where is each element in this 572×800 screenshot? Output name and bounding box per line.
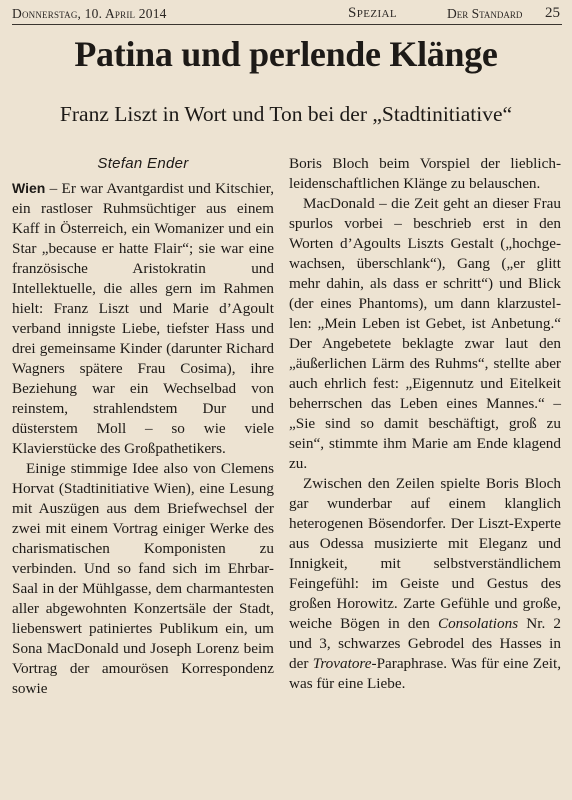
author-byline: Stefan Ender <box>97 155 189 172</box>
headline: Patina und perlende Klänge <box>74 34 498 74</box>
page-header <box>12 4 562 24</box>
title-consolations: Consolations <box>437 615 519 632</box>
article-column-left <box>12 154 274 699</box>
page-number: 25 <box>545 5 560 21</box>
paragraph-3: MacDonald – die Zeit geht an dieser Frau spurlos vorbei – beschrieb erst in den Worten d’Agoults Liszts Gestalt („hochgewachsen, überschlank“), Gang („er glitt mehr dahin, als dass er schritt“) und Blick (der eines Phantoms), um dann klarzustellen: „Mein Leben ist Gebet, ist Anbetung.“ Der Angebetete beklagte zwar laut den „äußerlichen Lärm des Ruhms“, stellte aber auch ehrlich fest: „Eigennutz und Eitelkeit beherrschen das Leben eines Mannes.“ – „Sie sind so damit beschäftigt, groß zu sein“, stimmte ihm Marie am Ende klagend zu. <box>289 195 561 472</box>
paragraph-2: Einige stimmige Idee also von Clemens Horvat (Stadtinitiative Wien), eine Lesung mit Auszügen aus dem Briefwechsel der zwei mit einem Vortrag einiger Werke des charismatischen Komponisten zu verbinden. Und so fand sich im Ehrbar-Saal in der Mühlgasse, dem charmantesten aller abgewohnten Konzertsäle der Stadt, liebenswert patiniertes Publikum ein, um Sona MacDonald und Joseph Lorenz beim Vortrag der amourösen Korrespondenz sowie <box>12 460 274 697</box>
newspaper-name: Der Standard <box>447 6 523 21</box>
dateline-kicker: Wien <box>12 180 46 196</box>
header-rule <box>12 24 562 25</box>
title-trovatore: Trovatore <box>312 655 372 672</box>
paragraph-1 <box>12 178 274 459</box>
paragraph-4-text-b: Nr. 2 und 3, schwarzes Gebrodel des Hasses in der <box>289 615 561 672</box>
section-name: Spezial <box>348 5 398 21</box>
paragraph-4 <box>289 474 561 694</box>
paragraph-4-text-c: -Paraphrase. Was für eine Zeit, was für eine Liebe. <box>289 655 561 692</box>
issue-date: Donnerstag, 10. April 2014 <box>12 6 167 21</box>
paragraph-4-text-a: Zwischen den Zeilen spielte Boris Bloch gar wunderbar auf einem klanglich heterogenen Bösendorfer. Der Liszt-Experte aus Odessa musizierte mit Eleganz und Innigkeit, mit selbstverständlichem Feingefühl: im Geiste und Gestus des großen Horowitz. Zarte Gefühle und große, weiche Bögen in den <box>289 475 561 632</box>
subheadline: Franz Liszt in Wort und Ton bei der „Stadtinitiative“ <box>59 102 513 126</box>
article-column-right <box>289 154 561 694</box>
paragraph-1-text: – Er war Avantgardist und Kitschier, ein rastloser Ruhmsüchtiger aus einem Kaff in Österreich, ein Womanizer und ein Star „because er hatte Flair“; sie war eine französische Aristokratin und Intellektuelle, die alles gern im Rahmen hielt: Franz Liszt und Marie d’Agoult verband innigste Liebe, tiefster Hass und drei gemeinsame Kinder (darunter Richard Wagners spätere Frau Cosima), ihre Beziehung war ein Wechselbad von reinstem, strahlendstem Dur und düsterstem Moll – so wie viele Klavierstücke des Großpathetikers. <box>12 180 274 457</box>
paragraph-2-continued: Boris Bloch beim Vorspiel der lieblich-leidenschaftlichen Klänge zu belauschen. <box>289 155 561 192</box>
